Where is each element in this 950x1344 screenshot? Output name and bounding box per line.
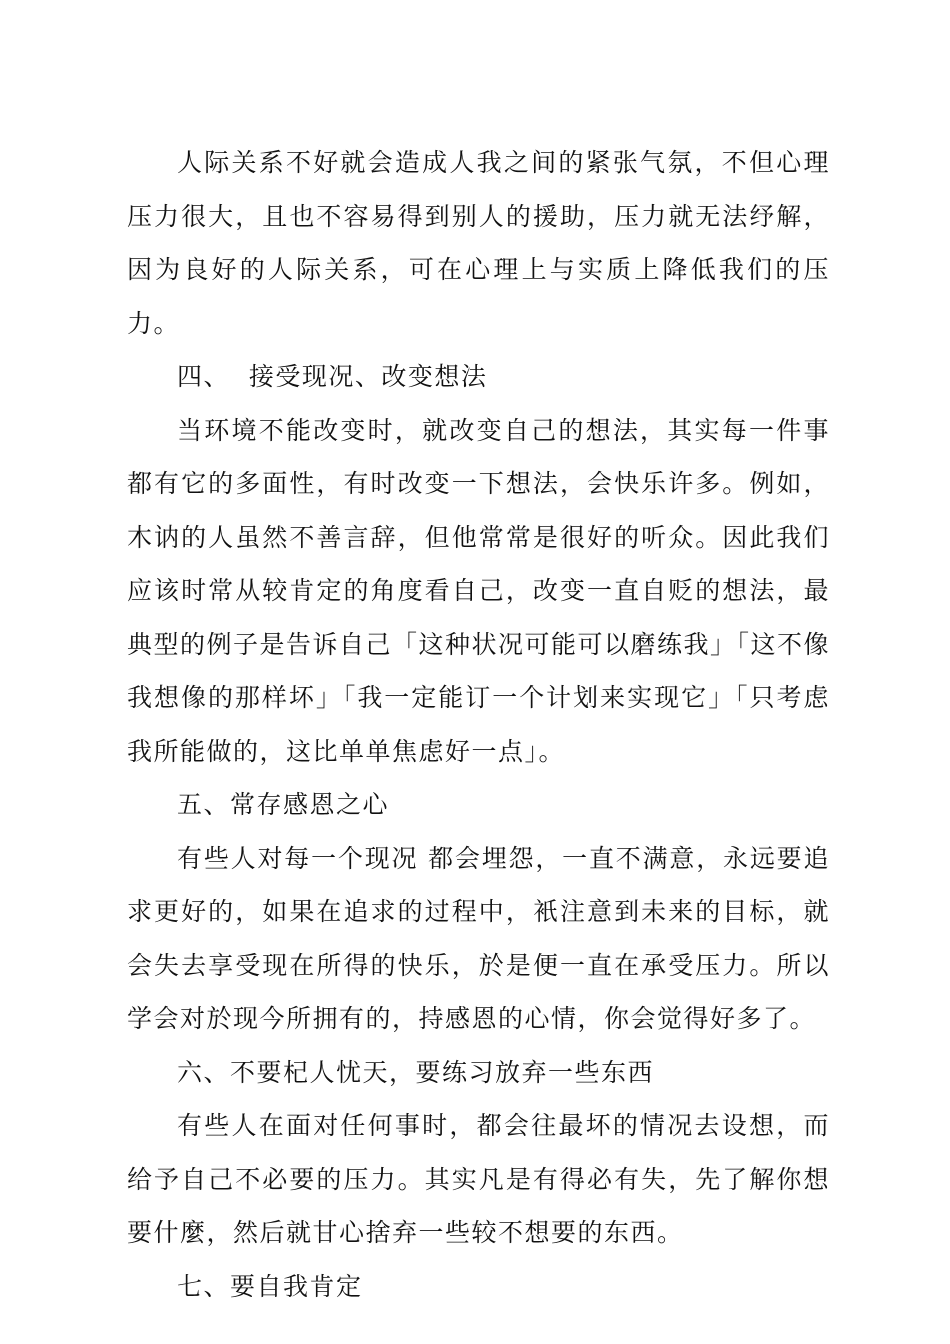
section-heading-7: 七、要自我肯定 — [177, 1271, 363, 1301]
paragraph-interpersonal-relations: 人际关系不好就会造成人我之间的紧张气氛，不但心理压力很大，且也不容易得到别人的援助，压力就无法纾解，因为良好的人际关系，可在心理上与实质上降低我们的压力。 — [127, 148, 830, 338]
paragraph-change-thinking: 当环境不能改变时，就改变自己的想法，其实每一件事都有它的多面性，有时改变一下想法，会快乐许多。例如，木讷的人虽然不善言辞，但他常常是很好的听众。因此我们应该时常从较肯定的角度看自己，改变一直自贬的想法，最典型的例子是告诉自己「这种状况可能可以磨练我」「这不像我想像的那样坏」「我一定能订一个计划来实现它」「只考虑我所能做的，这比单单焦虑好一点」。 — [127, 415, 831, 766]
section-heading-4: 四、 接受现况、改变想法 — [177, 362, 488, 391]
document-body — [127, 136, 830, 1313]
paragraph-let-go: 有些人在面对任何事时，都会往最坏的情况去设想，而给予自己不必要的压力。其实凡是有得必有失，先了解你想要什麼，然后就甘心捨弃一些较不想要的东西。 — [127, 1111, 830, 1247]
section-heading-6: 六、不要杞人忧天，要练习放弃一些东西 — [177, 1057, 655, 1087]
paragraph-gratitude: 有些人对每一个现况 都会埋怨，一直不满意，永远要追求更好的，如果在追求的过程中，衹注意到未来的目标，就会失去享受现在所得的快乐，於是便一直在承受压力。所以学会对於现今所拥有的，持感恩的心情，你会觉得好多了。 — [127, 843, 830, 1033]
section-heading-5: 五、常存感恩之心 — [177, 790, 390, 819]
